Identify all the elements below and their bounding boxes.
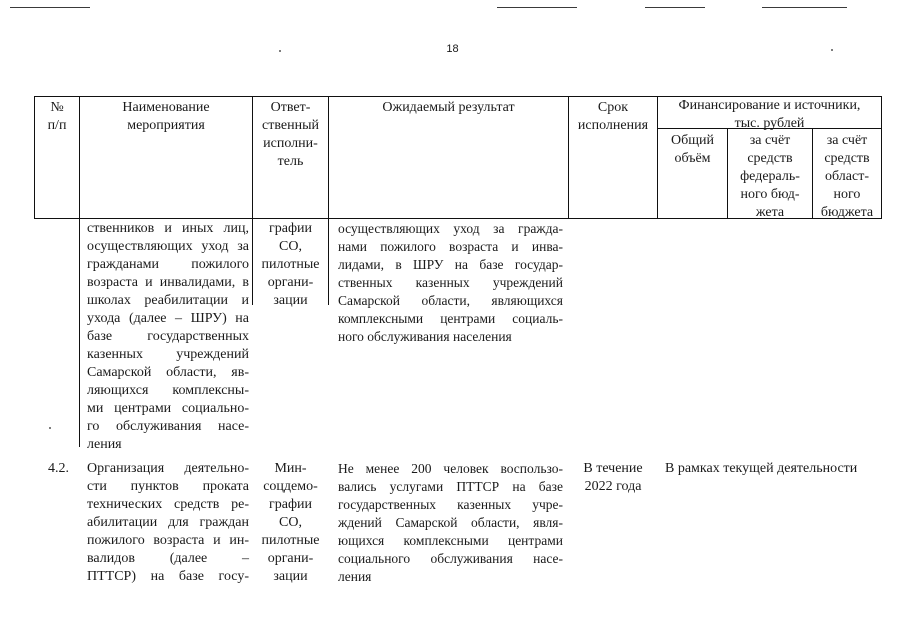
- header-event-name: Наименование мероприятия: [122, 100, 210, 133]
- row-42-responsible: Мин- соцдемо- графии СО, пилотные органи- зации: [261, 461, 320, 584]
- header-number: № п/п: [47, 100, 67, 133]
- top-rule: [645, 7, 705, 8]
- row-cont-event-name: ственников и иных лиц, осуществляющих уход за гражданами пожилого возраста и инвалидами, в школах реабилитации и ухода (далее – ШРУ) на базе государственных казенных учреждений Самарской области, яв- ляющихся комплексны- ми центрами социально- го обслуживания насе- ления: [87, 221, 249, 452]
- row-42-event-name: Организация деятельно- сти пунктов проката технических средств ре- абилитации для граждан пожилого возраста и ин- валидов (далее – ПТТСР) на базе госу-: [87, 461, 249, 584]
- row-cont-expected-result: осуществляющих уход за гражда- нами пожилого возраста и инва- лидами, в ШРУ на базе государ- ственных казенных учреждений Самарской области, являющихся комплексными центрами социаль- ного обслуживания населения: [338, 221, 563, 344]
- scan-speck: [49, 427, 51, 429]
- header-regional-budget: за счёт средств област- ного бюджета: [820, 133, 874, 220]
- header-responsible: Ответ- ственный исполни- тель: [262, 100, 319, 169]
- top-rule: [762, 7, 847, 8]
- header-total-volume: Общий объём: [671, 133, 714, 166]
- row-42-financing: В рамках текущей деятельности: [665, 461, 858, 476]
- top-rule: [10, 7, 90, 8]
- header-term: Срок исполнения: [577, 100, 649, 133]
- header-financing: Финансирование и источники, тыс. рублей: [678, 98, 861, 131]
- header-federal-budget: за счёт средств федераль- ного бюд- жета: [740, 133, 800, 220]
- row-42-term: В течение 2022 года: [583, 461, 643, 494]
- page-number: 18: [446, 43, 459, 55]
- row-42-number: 4.2.: [48, 461, 69, 476]
- top-rule: [497, 7, 577, 8]
- row-cont-responsible: графии СО, пилотные органи- зации: [261, 221, 320, 308]
- header-expected-result: Ожидаемый результат: [382, 100, 515, 115]
- row-42-expected-result: Не менее 200 человек воспользо- вались услугами ПТТСР на базе государственных казенных учре- ждений Самарской области, явля- ющихся комплексными центрами социального обслуживания насе- ления: [338, 461, 563, 584]
